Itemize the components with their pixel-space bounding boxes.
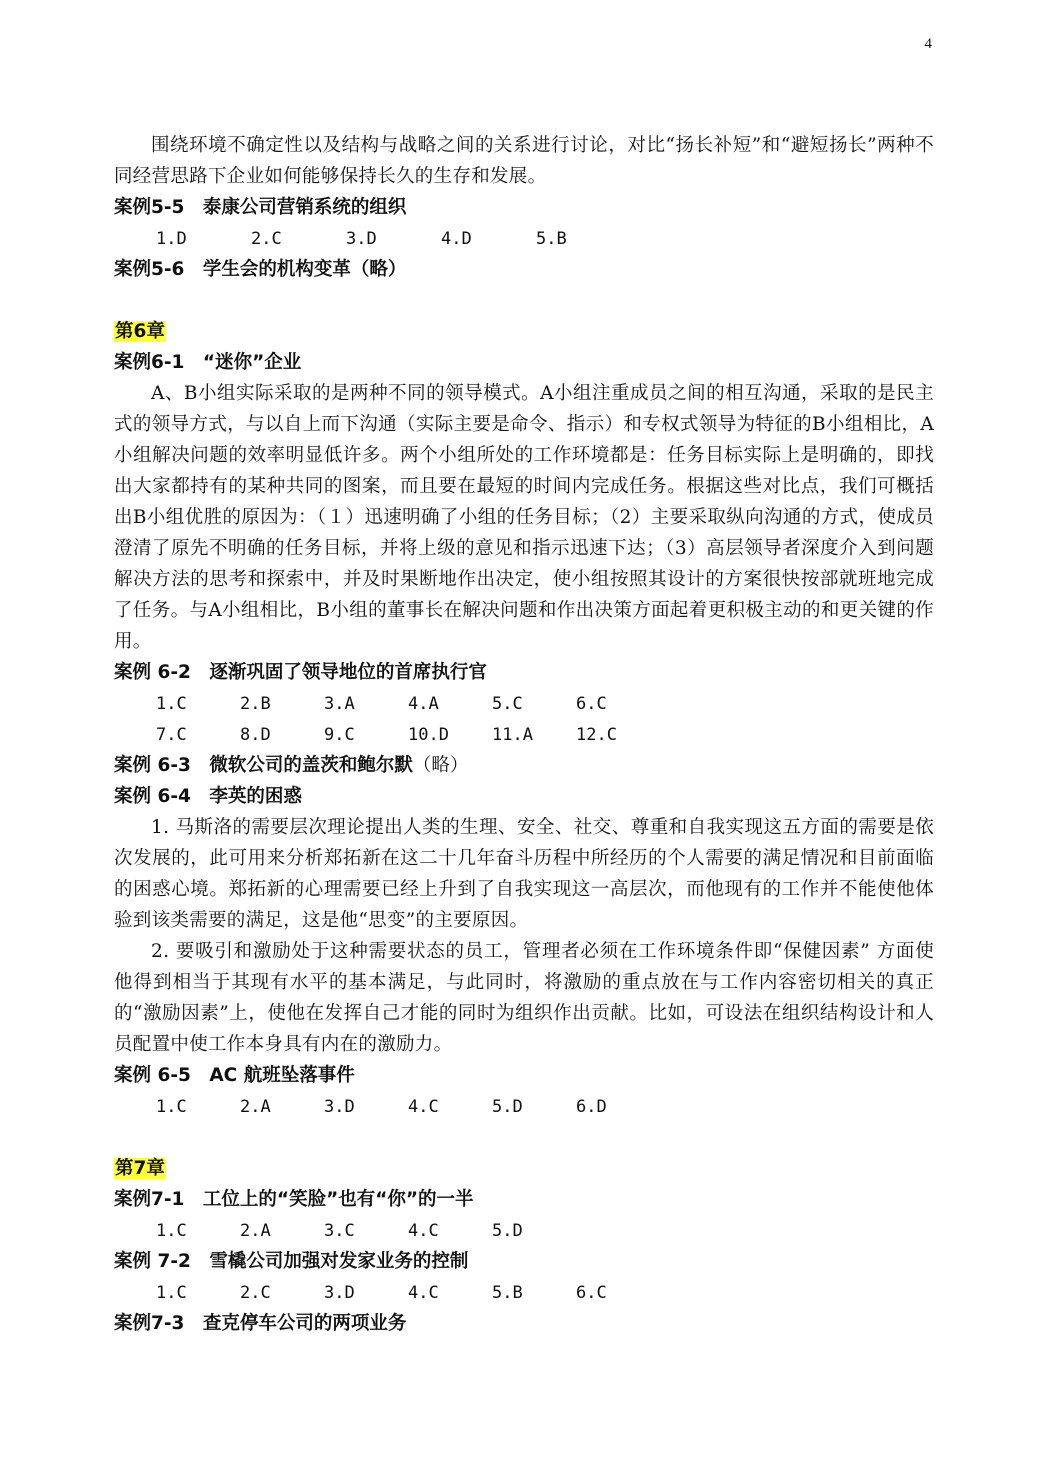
answer: 5.B — [536, 228, 567, 249]
answer: 12.C — [576, 724, 617, 745]
answer: 4.D — [441, 228, 472, 249]
answer: 2.C — [240, 1282, 271, 1303]
answer: 9.C — [324, 724, 355, 745]
chapter-7-heading — [114, 1153, 934, 1184]
case-6-2-answers-row-1 — [156, 688, 934, 719]
answer: 10.D — [408, 724, 449, 745]
answer: 11.A — [492, 724, 533, 745]
page-content — [114, 130, 934, 1339]
case-5-5-title: 案例5-5 泰康公司营销系统的组织 — [114, 197, 407, 218]
answer: 1.D — [156, 228, 187, 249]
case-6-4-text-2: 2. 要吸引和激励处于这种需要状态的员工，管理者必须在工作环境条件即“保健因素” 方面使他得到相当于其现有水平的基本满足，与此同时，将激励的重点放在与工作内容密切相关的真正的“激励因素”上，使他在发挥自己才能的同时为组织作出贡献。比如，可设法在组织结构设计和人员配置中使工作本身具有内在的激励力。 — [114, 941, 934, 1055]
answer: 3.D — [324, 1282, 355, 1303]
answer: 5.B — [492, 1282, 523, 1303]
case-6-5-answers — [156, 1091, 934, 1122]
answer: 1.C — [156, 1220, 187, 1241]
answer: 1.C — [156, 1282, 187, 1303]
case-5-6-title: 案例5-6 学生会的机构变革（略） — [114, 259, 407, 280]
case-6-4-text-1: 1. 马斯洛的需要层次理论提出人类的生理、安全、社交、尊重和自我实现这五方面的需要是依次发展的，此可用来分析郑拓新在这二十几年奋斗历程中所经历的个人需要的满足情况和目前面临的困惑心境。郑拓新的心理需要已经上升到了自我实现这一高层次，而他现有的工作并不能使他体验到该类需要的满足，这是他“思变”的主要原因。 — [114, 817, 934, 931]
answer: 1.C — [156, 693, 187, 714]
page-number: 4 — [924, 36, 932, 52]
answer: 3.C — [324, 1220, 355, 1241]
answer: 6.C — [576, 693, 607, 714]
spacer — [114, 1122, 934, 1153]
case-6-1-title: 案例6-1 “迷你”企业 — [114, 352, 302, 373]
answer: 4.C — [408, 1220, 439, 1241]
case-7-1-title: 案例7-1 工位上的“笑脸”也有“你”的一半 — [114, 1189, 474, 1210]
case-7-2-answers — [156, 1277, 934, 1308]
answer: 6.D — [576, 1096, 607, 1117]
case-7-2-title: 案例 7-2 雪橇公司加强对发家业务的控制 — [114, 1251, 469, 1272]
case-6-3-note: （略） — [412, 755, 469, 776]
answer: 4.A — [408, 693, 439, 714]
case-6-4-title: 案例 6-4 李英的困惑 — [114, 786, 302, 807]
answer: 3.D — [346, 228, 377, 249]
case-7-1-answers — [156, 1215, 934, 1246]
case-5-5-answers — [156, 223, 934, 254]
answer: 7.C — [156, 724, 187, 745]
case-6-3-title — [114, 750, 934, 781]
answer: 2.A — [240, 1220, 271, 1241]
case-6-2-answers-row-2 — [156, 719, 934, 750]
chapter-6-heading — [114, 316, 934, 347]
answer: 5.D — [492, 1096, 523, 1117]
intro-paragraph: 围绕环境不确定性以及结构与战略之间的关系进行讨论，对比“扬长补短”和“避短扬长”两种不同经营思路下企业如何能够保持长久的生存和发展。 — [114, 135, 934, 187]
answer: 5.D — [492, 1220, 523, 1241]
answer: 2.C — [251, 228, 282, 249]
answer: 3.D — [324, 1096, 355, 1117]
case-6-5-title: 案例 6-5 AC 航班坠落事件 — [114, 1065, 355, 1086]
answer: 6.C — [576, 1282, 607, 1303]
case-7-3-title: 案例7-3 查克停车公司的两项业务 — [114, 1313, 407, 1334]
chapter-7-highlight: 第7章 — [115, 1158, 165, 1179]
answer: 2.A — [240, 1096, 271, 1117]
case-6-3-title-text: 案例 6-3 微软公司的盖茨和鲍尔默 — [114, 755, 413, 776]
answer: 3.A — [324, 693, 355, 714]
case-6-1-text: A、B小组实际采取的是两种不同的领导模式。A小组注重成员之间的相互沟通，采取的是民主式的领导方式，与以自上而下沟通（实际主要是命令、指示）和专权式领导为特征的B小组相比，A小组解决问题的效率明显低许多。两个小组所处的工作环境都是：任务目标实际上是明确的，即找出大家都持有的某种共同的图案，而且要在最短的时间内完成任务。根据这些对比点，我们可概括出B小组优胜的原因为：（１）迅速明确了小组的任务目标；（2）主要采取纵向沟通的方式，使成员澄清了原先不明确的任务目标，并将上级的意见和指示迅速下达；（3）高层领导者深度介入到问题解决方法的思考和探索中，并及时果断地作出决定，使小组按照其设计的方案很快按部就班地完成了任务。与A小组相比，B小组的董事长在解决问题和作出决策方面起着更积极主动的和更关键的作用。 — [114, 383, 934, 652]
answer: 4.C — [408, 1282, 439, 1303]
answer: 4.C — [408, 1096, 439, 1117]
spacer — [114, 285, 934, 316]
answer: 8.D — [240, 724, 271, 745]
answer: 5.C — [492, 693, 523, 714]
case-6-2-title: 案例 6-2 逐渐巩固了领导地位的首席执行官 — [114, 662, 487, 683]
chapter-6-highlight: 第6章 — [115, 321, 165, 342]
answer: 1.C — [156, 1096, 187, 1117]
answer: 2.B — [240, 693, 271, 714]
